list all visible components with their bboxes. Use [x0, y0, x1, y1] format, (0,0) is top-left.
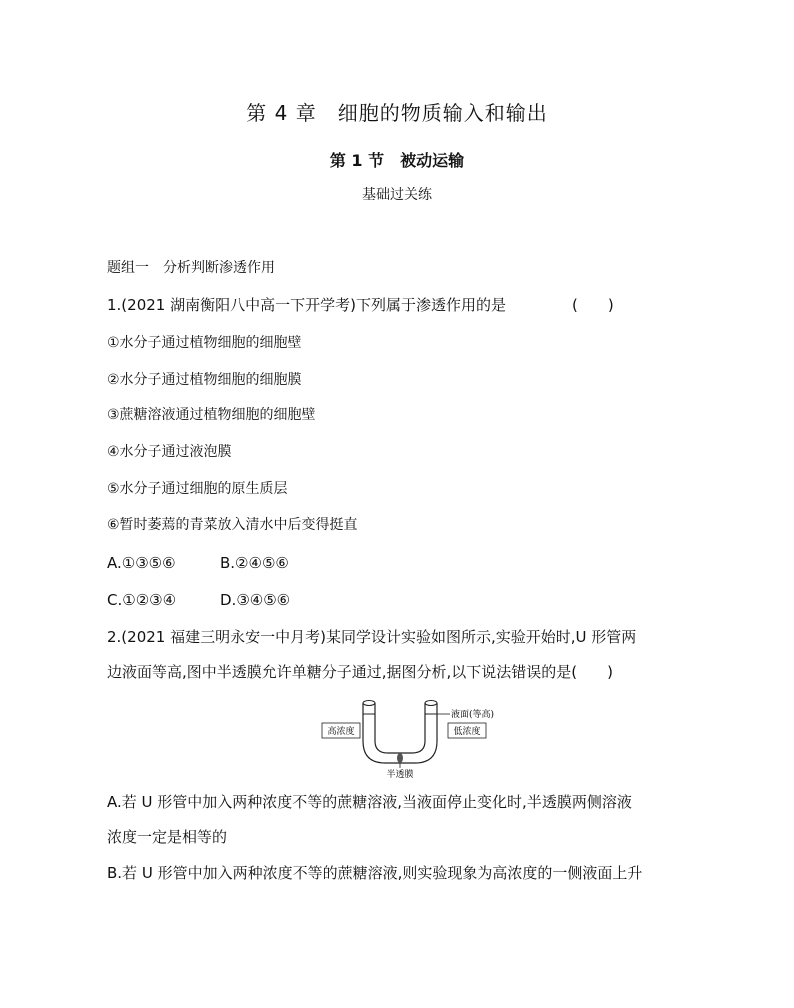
q1-item-1: ①水分子通过植物细胞的细胞壁 [107, 335, 302, 351]
q1-choice-b: B.②④⑤⑥ [220, 554, 289, 572]
q1-item-2: ②水分子通过植物细胞的细胞膜 [107, 372, 302, 388]
q2-option-b: B.若 U 形管中加入两种浓度不等的蔗糖溶液,则实验现象为高浓度的一侧液面上升 [107, 864, 643, 882]
section-title: 第 1 节 被动运输 [329, 151, 465, 170]
q1-answer-paren: ( ) [572, 296, 614, 314]
semipermeable-membrane [397, 753, 403, 763]
label-high-concentration: 高浓度 [327, 727, 355, 737]
label-semipermeable-membrane: 半透膜 [386, 770, 414, 779]
label-low-concentration: 低浓度 [453, 727, 481, 737]
q2-option-a-line2: 浓度一定是相等的 [107, 828, 228, 846]
subtitle: 基础过关练 [362, 187, 432, 203]
label-liquid-level: 液面(等高) [451, 710, 495, 720]
q1-choice-c: C.①②③④ [107, 591, 177, 609]
left-tube-opening [363, 701, 375, 706]
q2-stem-line1: 2.(2021 福建三明永安一中月考)某同学设计实验如图所示,实验开始时,U 形管两 [107, 628, 637, 646]
u-tube-inner-wall [375, 703, 425, 753]
q1-item-5: ⑤水分子通过细胞的原生质层 [107, 481, 288, 497]
group-title: 题组一 分析判断渗透作用 [107, 260, 275, 276]
chapter-title: 第 4 章 细胞的物质输入和输出 [246, 101, 548, 125]
q1-item-3: ③蔗糖溶液通过植物细胞的细胞壁 [107, 407, 316, 423]
q1-item-4: ④水分子通过液泡膜 [107, 444, 232, 460]
q1-choice-d: D.③④⑤⑥ [220, 591, 291, 609]
q1-choice-a: A.①③⑤⑥ [107, 554, 176, 572]
q2-option-a-line1: A.若 U 形管中加入两种浓度不等的蔗糖溶液,当液面停止变化时,半透膜两侧溶液 [107, 793, 632, 811]
right-tube-opening [425, 701, 437, 706]
q1-item-6: ⑥暂时萎蔫的青菜放入清水中后变得挺直 [107, 517, 358, 533]
q1-stem: 1.(2021 湖南衡阳八中高一下开学考)下列属于渗透作用的是 [107, 296, 506, 314]
q2-stem-line2: 边液面等高,图中半透膜允许单糖分子通过,据图分析,以下说法错误的是( ) [107, 663, 614, 681]
u-tube-figure [318, 697, 504, 779]
